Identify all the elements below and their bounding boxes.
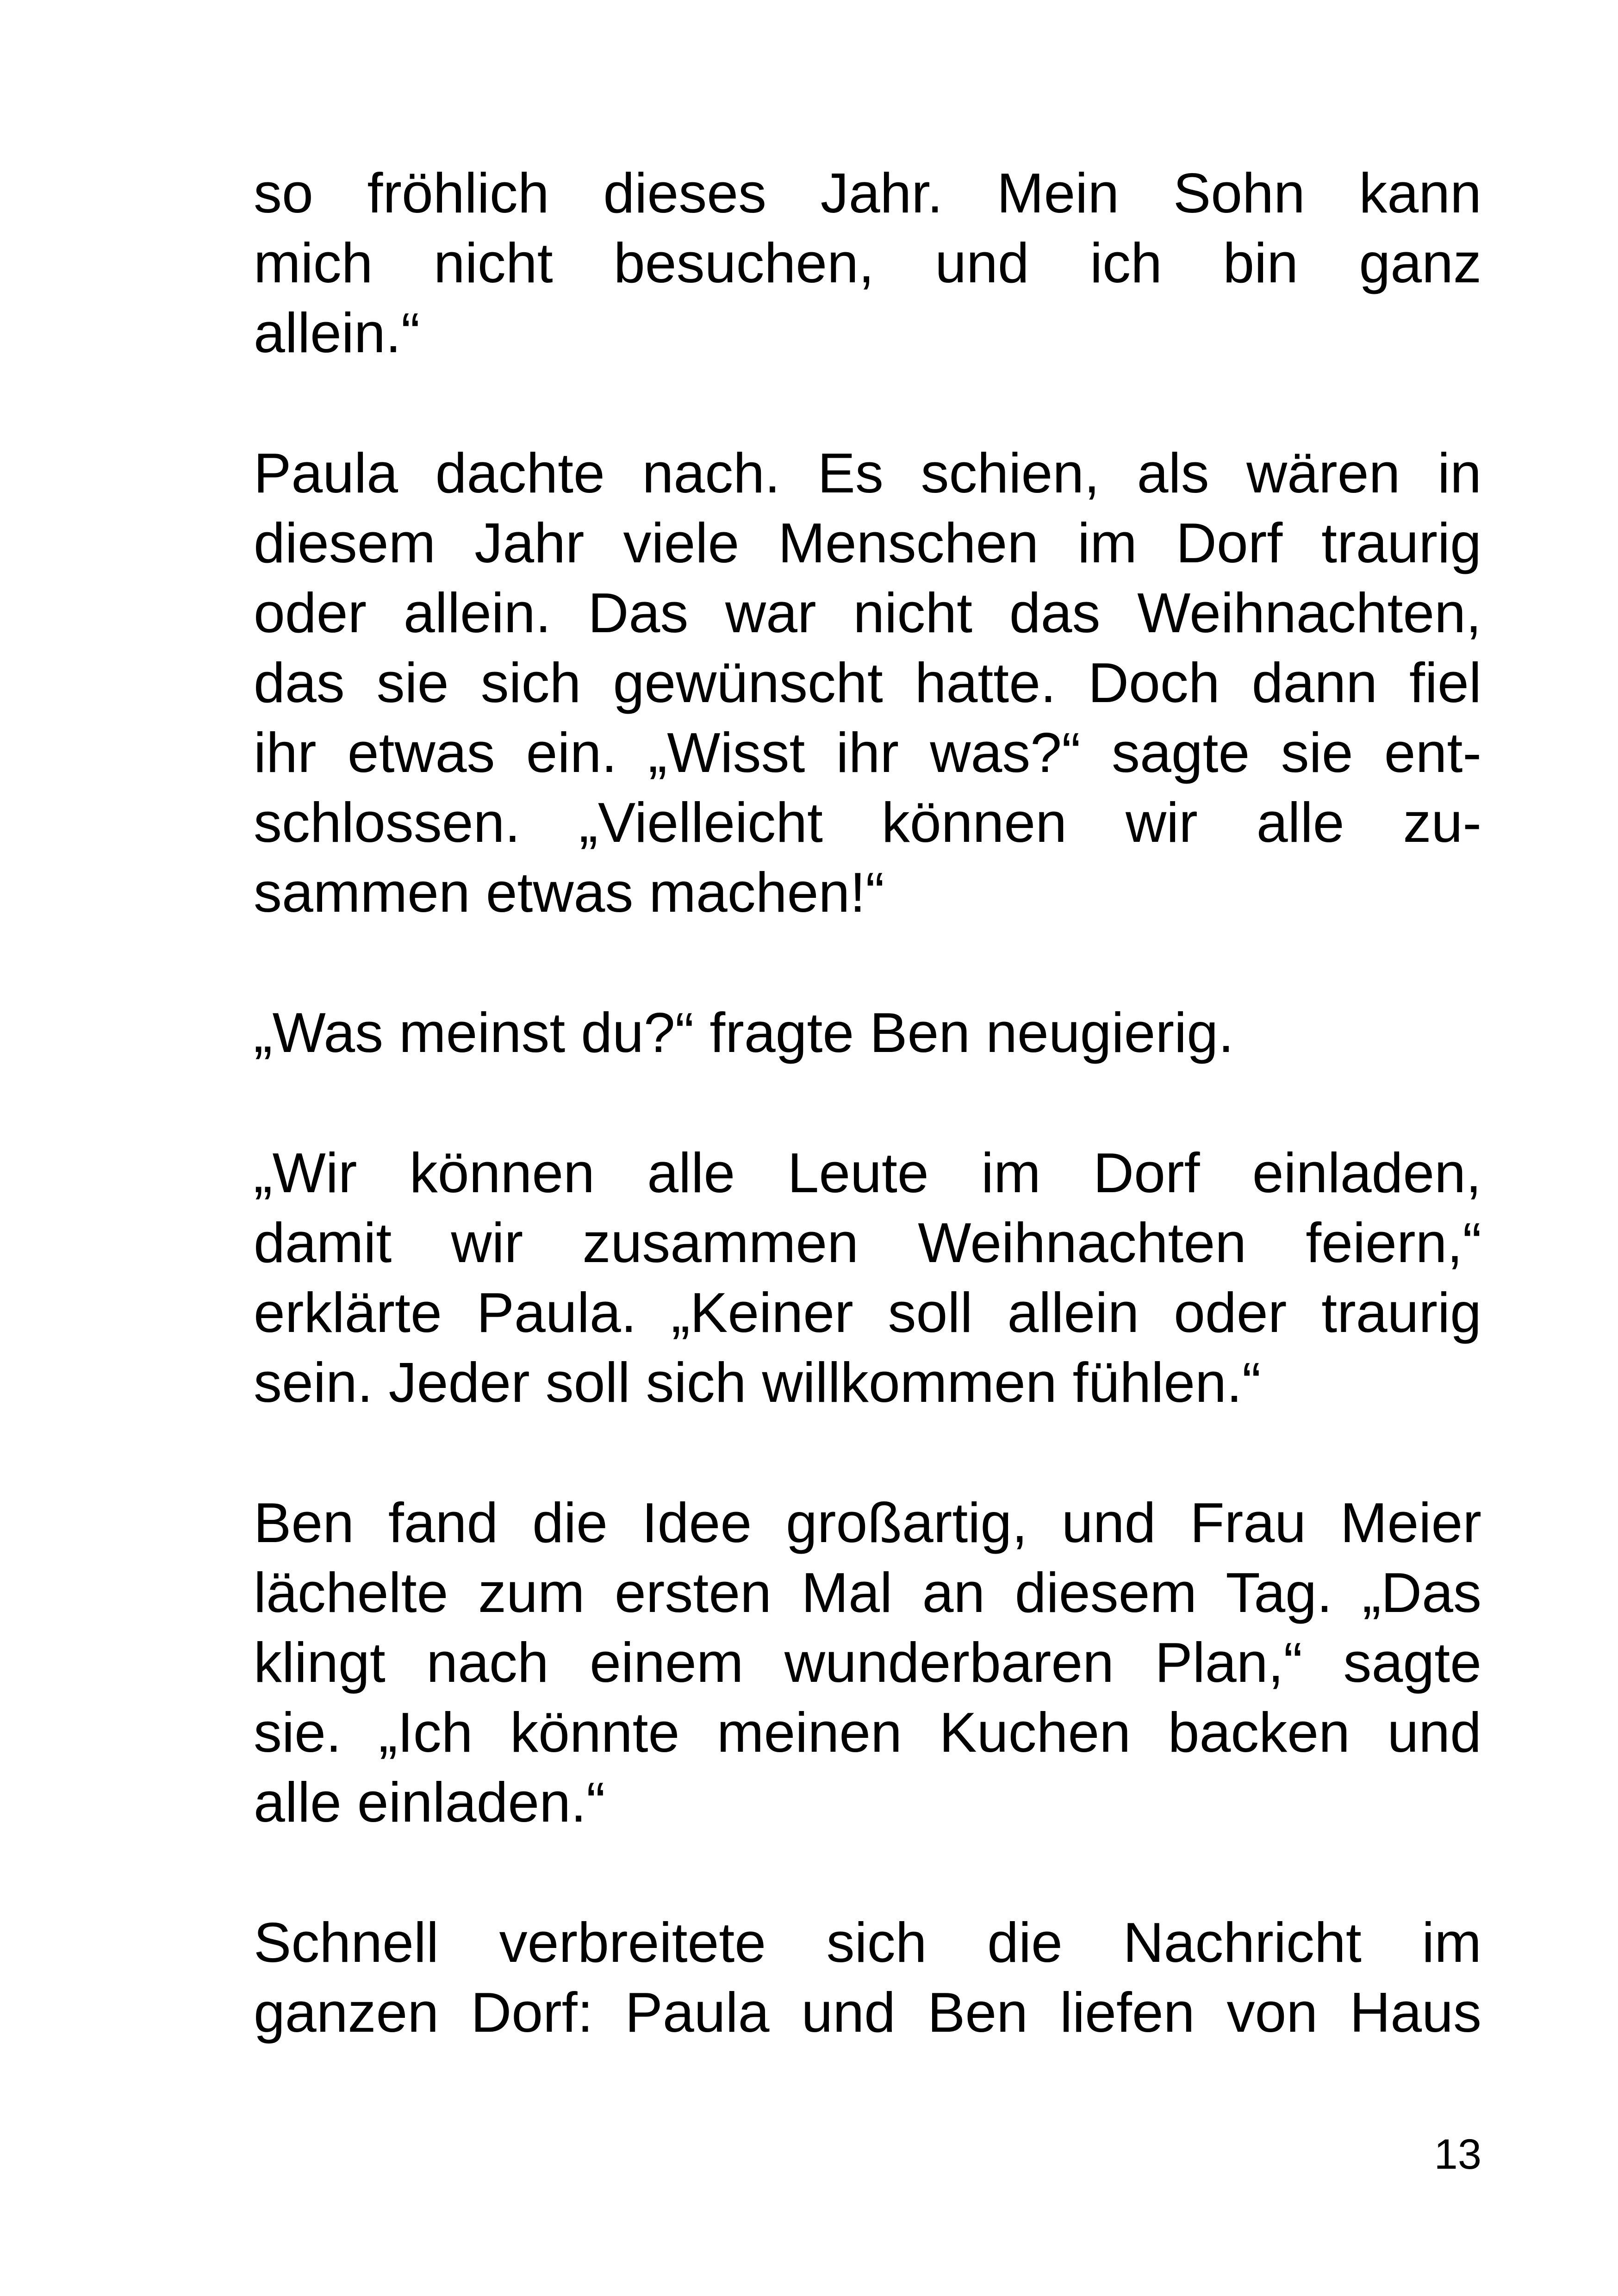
text-line: schlossen. „Vielleicht können wir alle zu- — [254, 791, 1481, 854]
paragraph-4 — [254, 1138, 1481, 1418]
text-line: erklärte Paula. „Keiner soll allein oder traurig — [254, 1281, 1481, 1344]
text-line: Ben fand die Idee großartig, und Frau Meier — [254, 1491, 1481, 1554]
text-line: sein. Jeder soll sich willkommen fühlen.“ — [254, 1351, 1261, 1414]
paragraph-3 — [254, 998, 1481, 1068]
text-line: ihr etwas ein. „Wisst ihr was?“ sagte sie ent- — [254, 721, 1481, 784]
text-line: so fröhlich dieses Jahr. Mein Sohn kann — [254, 162, 1481, 224]
paragraph-1 — [254, 158, 1481, 368]
text-line: Schnell verbreitete sich die Nachricht im — [254, 1911, 1481, 1974]
text-line: diesem Jahr viele Menschen im Dorf traurig — [254, 511, 1481, 574]
page-number: 13 — [1434, 2131, 1481, 2178]
text-line: Paula dachte nach. Es schien, als wären in — [254, 442, 1481, 504]
body-text — [254, 158, 1481, 2118]
text-line: lächelte zum ersten Mal an diesem Tag. „Das — [254, 1561, 1481, 1624]
text-line: das sie sich gewünscht hatte. Doch dann fiel — [254, 651, 1481, 714]
text-line: mich nicht besuchen, und ich bin ganz — [254, 231, 1481, 294]
text-line: damit wir zusammen Weihnachten feiern,“ — [254, 1211, 1481, 1274]
text-line: allein.“ — [254, 301, 420, 364]
paragraph-5 — [254, 1488, 1481, 1837]
text-line: alle einladen.“ — [254, 1771, 605, 1834]
text-line: oder allein. Das war nicht das Weihnachten, — [254, 581, 1481, 644]
text-line: sie. „Ich könnte meinen Kuchen backen und — [254, 1701, 1481, 1764]
text-line: ganzen Dorf: Paula und Ben liefen von Haus — [254, 1981, 1481, 2044]
paragraph-6 — [254, 1908, 1481, 2047]
text-line: sammen etwas machen!“ — [254, 861, 884, 924]
paragraph-2 — [254, 438, 1481, 927]
text-line: klingt nach einem wunderbaren Plan,“ sagte — [254, 1631, 1481, 1694]
text-line: „Wir können alle Leute im Dorf einladen, — [254, 1141, 1481, 1204]
text-line: „Was meinst du?“ fragte Ben neugierig. — [254, 1001, 1234, 1064]
